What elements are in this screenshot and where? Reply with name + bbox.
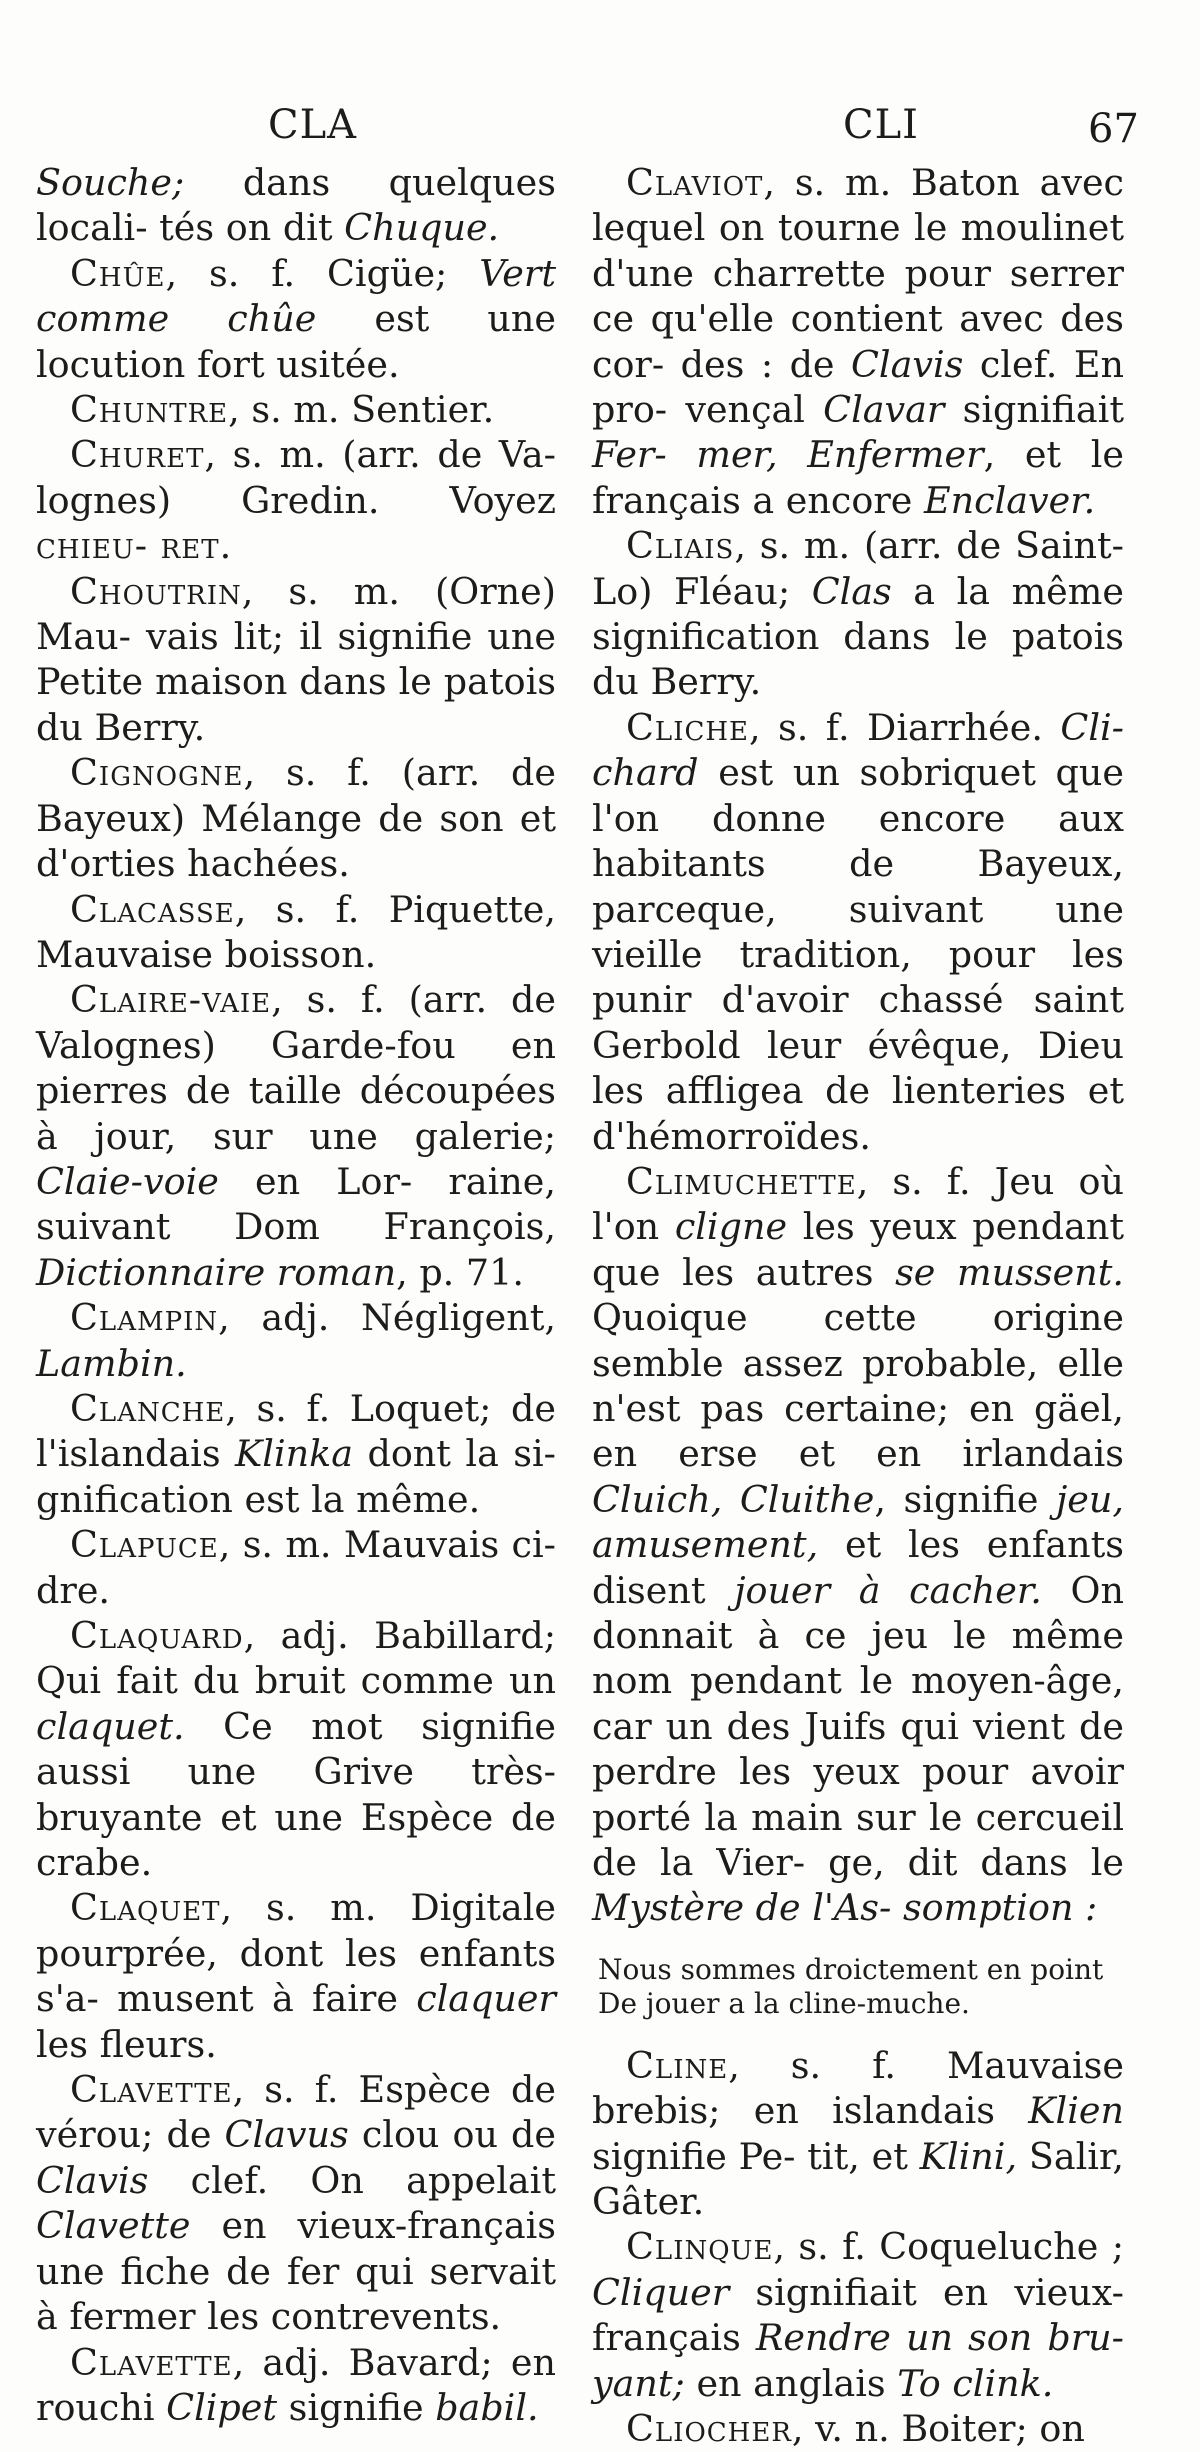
- quote-line: Nous sommes droictement en point: [598, 1952, 1104, 1986]
- headword: Claviot: [626, 161, 764, 204]
- headword: Cliche: [626, 705, 750, 749]
- headword: Chûe: [70, 251, 166, 295]
- entry-choutrin: Choutrin, s. m. (Orne) Mau- vais lit; il signifie une Petite maison dans le patois du Berry.: [36, 569, 556, 749]
- headword: Choutrin: [70, 569, 242, 613]
- headword: Clapuce: [70, 1523, 219, 1567]
- entry-climuchette: Climuchette, s. f. Jeu où l'on cligne les yeux pendant que les autres se mussent. Quoique cette origine semble assez probable, elle n'est pas certaine; en gäel, en erse et en irlandais Cluich, Cluithe, signifie jeu, amusement, et les enfants disent jouer à cacher. On donnait à ce jeu le même nom pendant le moyen-âge, car un des Juifs qui vient de perdre les yeux pour avoir porté la main sur le cercueil de la Vier- ge, dit dans le Mystère de l'As- somption :: [592, 1159, 1125, 1930]
- headword: Climuchette: [626, 1159, 857, 1203]
- verse-quote: [598, 1953, 1124, 2021]
- headword: Clanche: [70, 1386, 226, 1430]
- entry-cline: Cline, s. f. Mauvaise brebis; en islandais Klien signifie Pe- tit, et Klini, Salir, Gâter.: [592, 2043, 1124, 2224]
- entry-clampin: Clampin, adj. Négligent, Lambin.: [36, 1296, 556, 1385]
- running-head-right: CLI: [843, 102, 919, 148]
- entry-cliocher: Cliocher, v. n. Boiter; on: [626, 2407, 1085, 2451]
- headword: Clavette: [70, 2068, 233, 2112]
- entry-claviot: Claviot, s. m. Baton avec lequel on tourne le moulinet d'une charrette pour serrer ce qu'elle contient avec des cor- des : de Clavis clef. En pro- vençal Clavar signifiait Fer- mer, Enfermer, et le français a encore Enclaver.: [592, 161, 1124, 522]
- entry-chuntre: Chuntre, s. m. Sentier.: [70, 388, 495, 432]
- entry-continuation: Souche; dans quelques locali- tés on dit Chuque.: [36, 161, 556, 250]
- page-number: 67: [1088, 106, 1139, 152]
- headword: Claquard: [70, 1614, 244, 1657]
- headword: Churet: [70, 433, 205, 477]
- left-column: [36, 160, 556, 2430]
- cross-reference: chieu- ret: [36, 524, 220, 568]
- headword: Cliais: [626, 524, 735, 568]
- entry-clapuce: Clapuce, s. m. Mauvais ci- dre.: [36, 1523, 556, 1612]
- headword: Chuntre: [70, 388, 229, 432]
- headword: Clavette: [70, 2340, 233, 2384]
- entry-clinque: Clinque, s. f. Coqueluche ; Cliquer signifiait en vieux- français Rendre un son bru- yant; en anglais To clink.: [592, 2225, 1124, 2405]
- headword: Clinque: [626, 2225, 774, 2269]
- entry-cliche: Cliche, s. f. Diarrhée. Cli- chard est un sobriquet que l'on donne encore aux habitants de Bayeux, parceque, suivant une vieille tradition, pour les punir d'avoir chassé saint Gerbold leur évêque, Dieu les affligea de lienteries et d'hémorroïdes.: [592, 705, 1124, 1158]
- entry-claquard: Claquard, adj. Babillard; Qui fait du bruit comme un claquet. Ce mot signifie aussi une Grive très-bruyante et une Espèce de crabe.: [36, 1614, 556, 1885]
- headword: Clampin: [70, 1296, 219, 1340]
- running-head-left: CLA: [268, 102, 358, 148]
- entry-cliais: Cliais, s. m. (arr. de Saint- Lo) Fléau; Clas a la même signification dans le patois du Berry.: [592, 524, 1124, 704]
- entry-claquet: Claquet, s. m. Digitale pourprée, dont les enfants s'a- musent à faire claquer les fleurs.: [36, 1886, 556, 2066]
- right-column: [592, 160, 1124, 2452]
- entry-clavette-noun: Clavette, s. f. Espèce de vérou; de Clavus clou ou de Clavis clef. On appelait Clavette en vieux-français une fiche de fer qui servait à fermer les contrevents.: [36, 2068, 557, 2339]
- headword: Claire-vaie: [70, 978, 272, 1022]
- entry-clavette-adj: Clavette, adj. Bavard; en rouchi Clipet signifie babil.: [36, 2340, 556, 2429]
- entry-churet: Churet, s. m. (arr. de Va- lognes) Gredin. Voyez chieu- ret.: [36, 433, 556, 568]
- entry-clacasse: Clacasse, s. f. Piquette, Mauvaise boisson.: [36, 887, 556, 976]
- headword: Cline: [626, 2043, 729, 2087]
- headword: Cliocher: [626, 2407, 792, 2451]
- entry-claire-vaie: Claire-vaie, s. f. (arr. de Valognes) Garde-fou en pierres de taille découpées à jour, sur une galerie; Claie-voie en Lor- raine, suivant Dom François, Dictionnaire roman, p. 71.: [36, 978, 556, 1294]
- entry-chue: Chûe, s. f. Cigüe; Vert comme chûe est une locution fort usitée.: [36, 251, 556, 386]
- headword: Claquet: [70, 1886, 221, 1930]
- quote-line: De jouer a la cline-muche.: [598, 1986, 970, 2020]
- entry-clanche: Clanche, s. f. Loquet; de l'islandais Klinka dont la si- gnification est la même.: [36, 1386, 556, 1521]
- entry-cignogne: Cignogne, s. f. (arr. de Bayeux) Mélange de son et d'orties hachées.: [36, 751, 556, 886]
- headword: Cignogne: [70, 751, 244, 795]
- headword: Clacasse: [70, 887, 235, 931]
